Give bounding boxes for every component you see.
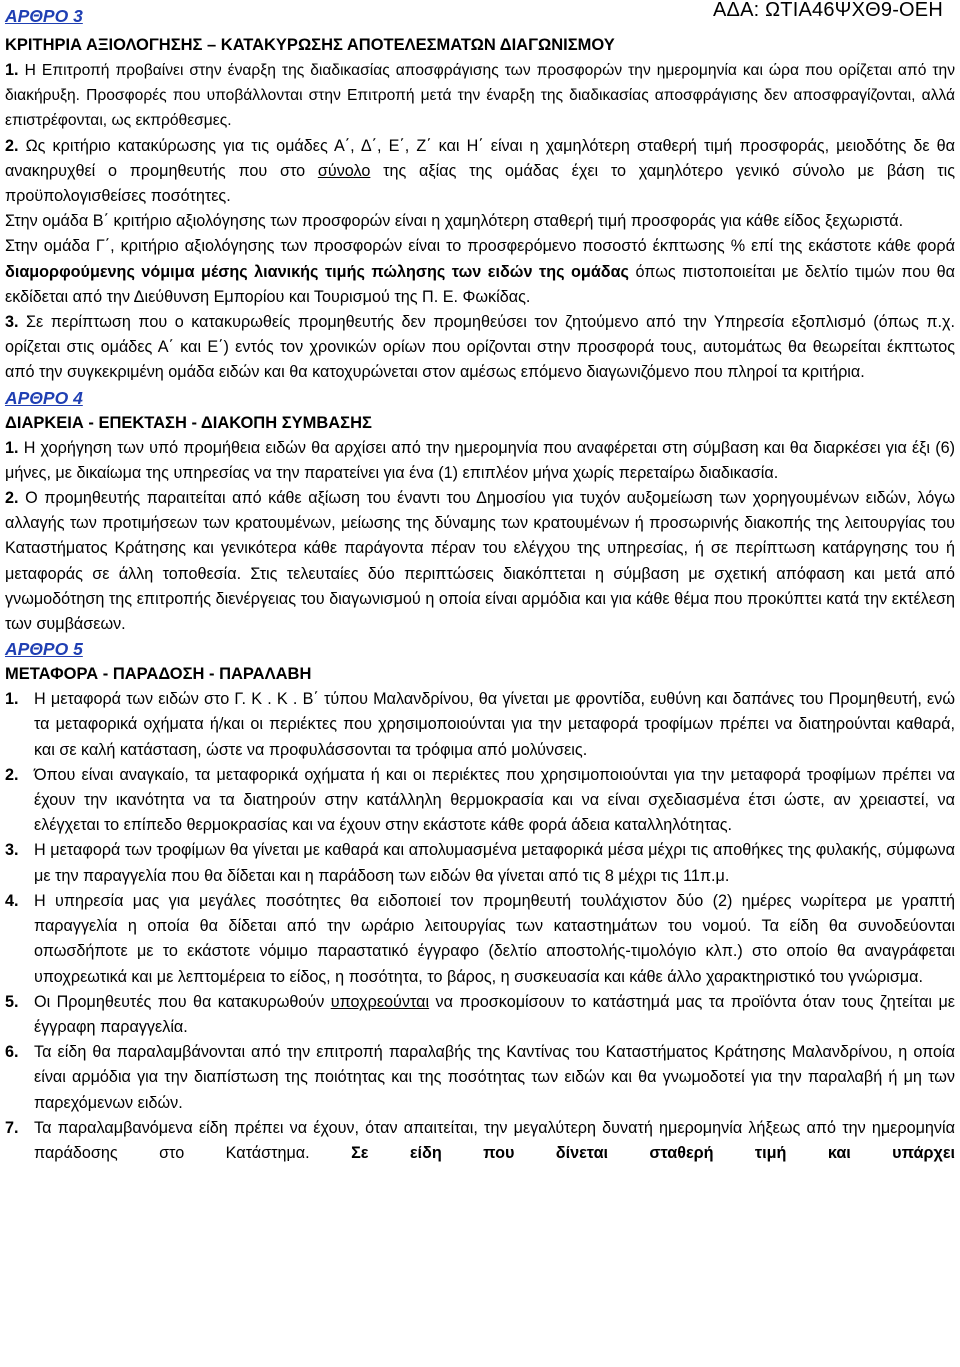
article-3-paragraph-2: 2. Ως κριτήριο κατακύρωσης για τις ομάδες Α΄, Δ΄, Ε΄, Ζ΄ και Η΄ είναι η χαμηλότερη σταθερή τιμή προσφοράς, μειοδότης δε θα ανακηρυχθεί ο προμηθευτής που στο σύνολο της αξίας της ομάδας έχει το χαμηλότερο γενικό σύνολο με βάση τις προϋπολογισθείσες ποσότητες.: [5, 136, 955, 206]
paragraph-number: 3.: [5, 841, 19, 860]
paragraph-number: 2.: [5, 765, 19, 784]
article-5-paragraph-7: 7. Τα παραλαμβανόμενα είδη πρέπει να έχουν, όταν απαιτείται, την μεγαλύτερη δυνατή ημερομηνία λήξεως από την ημερομηνία παράδοσης στο Κατάστημα. Σε είδη που δίνεται σταθερή τιμή και υπάρχει: [5, 1116, 955, 1166]
paragraph-number: 2.: [5, 136, 19, 155]
underlined-term: υποχρεούνται: [330, 992, 430, 1011]
paragraph-number: 2.: [5, 489, 19, 508]
paragraph-number: 3.: [5, 313, 19, 332]
article-5-paragraph-6: 6. Τα είδη θα παραλαμβάνονται από την επιτροπή παραλαβής της Καντίνας του Καταστήματος Κράτησης Μαλανδρίνου, η οποία είναι αρμόδια για την διαπίστωση της ποιότητας και της ποσότητας των ειδών και θα γνωμοδοτεί για την παραλαβή ή μη των παρεχόμενων ειδών.: [5, 1040, 955, 1116]
article-5-heading: ΜΕΤΑΦΟΡΑ - ΠΑΡΑΔΟΣΗ - ΠΑΡΑΛΑΒΗ: [5, 665, 312, 684]
article-5-paragraph-3: 3. Η μεταφορά των τροφίμων θα γίνεται με καθαρά και απολυμασμένα μεταφορικά μέσα μέχρι τις αποθήκες της φυλακής, σύμφωνα με την παραγγελία που θα δίδεται και η παράδοση των ειδών θα γίνεται από τις 8 μέχρι τις 11π.μ.: [5, 838, 955, 888]
article-4-paragraph-1: 1. Η χορήγηση των υπό προμήθεια ειδών θα αρχίσει από την ημερομηνία που αναφέρεται στη σύμβαση και θα διαρκέσει για έξι (6) μήνες, με δικαίωμα της υπηρεσίας να την παρατείνει για ένα (1) επιπλέον μήνα χωρίς περεταίρω διαδικασία.: [5, 438, 955, 482]
paragraph-number: 4.: [5, 891, 19, 910]
bold-phrase: Σε είδη που δίνεται σταθερή τιμή και υπάρχει: [351, 1143, 955, 1162]
article-5-paragraph-2: 2. Όπου είναι αναγκαίο, τα μεταφορικά οχήματα ή και οι περιέκτες που χρησιμοποιούνται για την μεταφορά τροφίμων πρέπει να έχουν την ικανότητα να τα διατηρούν στην κατάλληλη θερμοκρασία και να είναι σχεδιασμένα έτσι ώστε, αν χρειαστεί, να ελέγχεται το επίπεδο θερμοκρασίας και να έχουν στην εκάστοτε κάθε φορά άδεια καταλληλότητας.: [5, 763, 955, 839]
paragraph-number: 5.: [5, 992, 19, 1011]
article-5-paragraph-5: 5. Οι Προμηθευτές που θα κατακυρωθούν υποχρεούνται να προσκομίσουν το κατάστημά μας τα προϊόντα όταν τους ζητείται με έγγραφη παραγγελία.: [5, 990, 955, 1040]
bold-phrase: διαμορφούμενης νόμιμα μέσης λιανικής τιμής πώλησης των ειδών της ομάδας: [5, 262, 629, 281]
article-5-paragraph-4: 4. Η υπηρεσία μας για μεγάλες ποσότητες θα ειδοποιεί τον προμηθευτή τουλάχιστον δύο (2) ημέρες νωρίτερα με γραπτή παραγγελία η οποία θα δίδεται από την ωράριο λειτουργίας των καταστημάτων του νομού. Τα είδη θα συνοδεύονται οπωσδήποτε με το εκάστοτε νόμιμο παραστατικό έγγραφο (δελτίο αποστολής-τιμολόγιο κλπ.) στο οποίο θα αναγράφεται υποχρεωτικά και με λεπτομέρεια το είδος, η ποσότητα, το βάρος, η συσκευασία και κάθε άλλο χαρακτηριστικό του γνώρισμα.: [5, 889, 955, 990]
article-5-title: ΑΡΘΡΟ 5: [5, 639, 83, 660]
article-3-title: ΑΡΘΡΟ 3: [5, 6, 83, 26]
article-3-paragraph-3: 3. Σε περίπτωση που ο κατακυρωθείς προμηθευτής δεν προμηθεύσει τον ζητούμενο από την Υπηρεσία εξοπλισμό (όπως π.χ. ορίζεται στις ομάδες Α΄ και Ε΄) εντός τον χρονικών ορίων που ορίζονται στην προσφορά τους, αυτομάτως θα θεωρείται έκπτωτος από την συγκεκριμένη ομάδα ειδών και θα κατοχυρώνεται στον αμέσως επόμενο διαγωνιζόμενο που πληροί τα κριτήρια.: [5, 313, 955, 382]
article-3-heading: ΚΡΙΤΗΡΙΑ ΑΞΙΟΛΟΓΗΣΗΣ – ΚΑΤΑΚΥΡΩΣΗΣ ΑΠΟΤΕΛΕΣΜΑΤΩΝ ΔΙΑΓΩΝΙΣΜΟΥ: [5, 36, 615, 54]
ada-code: ΑΔΑ: ΩΤΙΑ46ΨΧΘ9-ΟΕΗ: [713, 0, 943, 21]
article-4-title: ΑΡΘΡΟ 4: [5, 387, 83, 408]
article-4-heading: ΔΙΑΡΚΕΙΑ - ΕΠΕΚΤΑΣΗ - ΔΙΑΚΟΠΗ ΣΥΜΒΑΣΗΣ: [5, 413, 372, 432]
underlined-term: σύνολο: [317, 161, 371, 180]
article-5-paragraph-1: 1. Η μεταφορά των ειδών στο Γ. Κ . Κ . Β΄ τύπου Μαλανδρίνου, θα γίνεται με φροντίδα, ευθύνη και δαπάνες του Προμηθευτή, ενώ τα μεταφορικά οχήματα ή/και οι περιέκτες που χρησιμοποιούνται για την μεταφορά τροφίμων πρέπει να διατηρούνται καθαρά, και σε καλή κατάσταση, ώστε να προφυλάσσονται τα τρόφιμα από μολύνσεις.: [5, 687, 955, 763]
article-3-group-b: Στην ομάδα Β΄ κριτήριο αξιολόγησης των προσφορών είναι η χαμηλότερη σταθερή τιμή προσφοράς για κάθε είδος ξεχωριστά.: [5, 212, 904, 231]
paragraph-number: 1.: [5, 690, 19, 709]
top-line: [5, 0, 955, 33]
paragraph-number: 7.: [5, 1118, 19, 1137]
paragraph-number: 1.: [5, 438, 19, 457]
paragraph-number: 6.: [5, 1043, 19, 1062]
article-4-paragraph-2: 2. Ο προμηθευτής παραιτείται από κάθε αξίωση του έναντι του Δημοσίου για τυχόν αυξομείωση των χορηγουμένων ειδών, λόγω αλλαγής των προτιμήσεων των κρατουμένων, μείωσης της δύναμης των κρατουμένων ή προσωρινής διακοπής της λειτουργίας του Καταστήματος Κράτησης και γενικότερα κάθε παράγοντα πέραν του ελέγχου της υπηρεσίας, ή σε περίπτωση κατάργησης του ή μεταφοράς σε άλλη τοποθεσία. Στις τελευταίες δύο περιπτώσεις διακόπτεται η σύμβαση με σχετική απόφαση και μετά από γνωμοδότηση της επιτροπής διενέργειας του διαγωνισμού η οποία είναι αρμόδια και για κάθε θέμα που προκύπτει κατά την εκτέλεση των συμβάσεων.: [5, 489, 955, 634]
paragraph-number: 1.: [5, 61, 19, 79]
article-3-paragraph-1: 1. Η Επιτροπή προβαίνει στην έναρξη της διαδικασίας αποσφράγισης των προσφορών την ημερομηνία και ώρα που ορίζεται από την διακήρυξη. Προσφορές που υποβάλλονται στην Επιτροπή μετά την έναρξη της διαδικασίας αποσφράγισης δεν αποσφραγίζονται, αλλά επιστρέφονται, ως εκπρόθεσμες.: [5, 61, 955, 130]
article-3-group-g: Στην ομάδα Γ΄, κριτήριο αξιολόγησης των προσφορών είναι το προσφερόμενο ποσοστό έκπτωσης % επί της εκάστοτε κάθε φορά διαμορφούμενης νόμιμα μέσης λιανικής τιμής πώλησης των ειδών της ομάδας όπως πιστοποιείται με δελτίο τιμών που θα εκδίδεται από την Διεύθυνση Εμπορίου και Τουρισμού της Π. Ε. Φωκίδας.: [5, 237, 955, 306]
document-page: [5, 0, 955, 1166]
